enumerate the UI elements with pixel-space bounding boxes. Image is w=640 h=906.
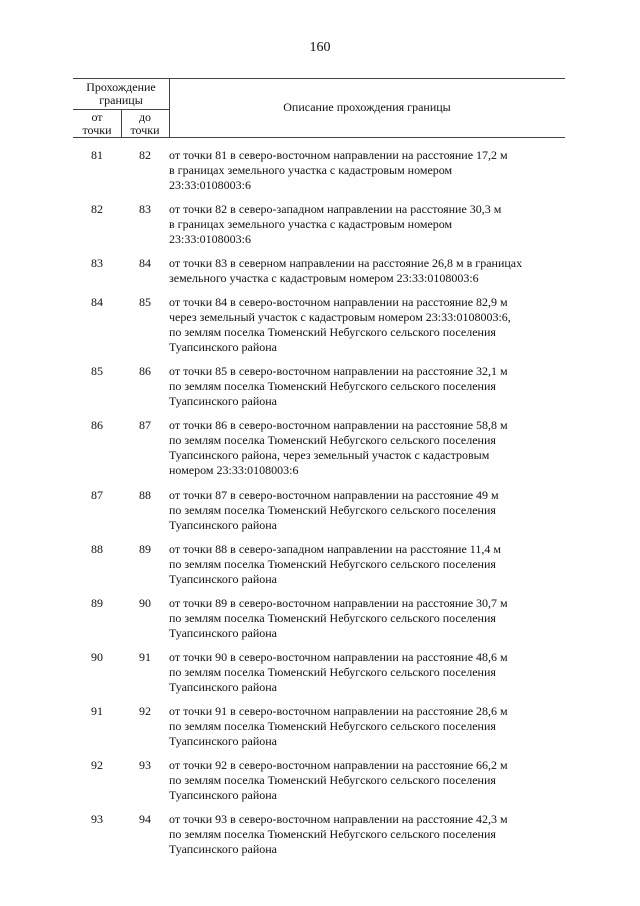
description-cell [169, 148, 569, 193]
from-point-cell: 90 [91, 650, 103, 664]
to-point-cell: 90 [139, 596, 151, 610]
description-line: Туапсинского района [169, 734, 277, 748]
header-from-point [73, 111, 121, 137]
table-row [73, 488, 565, 533]
description-line: по землям поселка Тюменский Небугского сельского поселения [169, 557, 496, 571]
description-cell [169, 596, 569, 641]
description-line: Туапсинского района, через земельный участок с кадастровым [169, 448, 490, 462]
header-passage-line: Прохождение [86, 80, 156, 94]
description-line: по землям поселка Тюменский Небугского сельского поселения [169, 433, 496, 447]
description-line: Туапсинского района [169, 680, 277, 694]
description-line: в границах земельного участка с кадастровым номером [169, 217, 453, 231]
description-line: Туапсинского района [169, 626, 277, 640]
description-line: по землям поселка Тюменский Небугского сельского поселения [169, 827, 496, 841]
description-cell [169, 542, 569, 587]
description-cell [169, 488, 569, 533]
description-line: по землям поселка Тюменский Небугского сельского поселения [169, 379, 496, 393]
description-cell [169, 704, 569, 749]
description-line: от точки 88 в северо-западном направлении на расстояние 11,4 м [169, 542, 501, 556]
description-line: через земельный участок с кадастровым номером 23:33:0108003:6, [169, 310, 511, 324]
description-line: от точки 86 в северо-восточном направлении на расстояние 58,8 м [169, 418, 508, 432]
description-line: от точки 93 в северо-восточном направлении на расстояние 42,3 м [169, 812, 508, 826]
description-line: от точки 92 в северо-восточном направлении на расстояние 66,2 м [169, 758, 508, 772]
description-line: от точки 84 в северо-восточном направлении на расстояние 82,9 м [169, 295, 508, 309]
to-point-cell: 86 [139, 364, 151, 378]
table-row [73, 364, 565, 409]
description-line: Туапсинского района [169, 788, 277, 802]
description-line: по землям поселка Тюменский Небугского сельского поселения [169, 611, 496, 625]
table-row [73, 542, 565, 587]
table-row [73, 295, 565, 355]
description-line: от точки 90 в северо-восточном направлении на расстояние 48,6 м [169, 650, 508, 664]
description-line: от точки 87 в северо-восточном направлении на расстояние 49 м [169, 488, 499, 502]
from-point-cell: 87 [91, 488, 103, 502]
from-point-cell: 92 [91, 758, 103, 772]
table-row [73, 650, 565, 695]
from-point-cell: 81 [91, 148, 103, 162]
table-body [73, 148, 565, 857]
to-point-cell: 92 [139, 704, 151, 718]
to-point-cell: 84 [139, 256, 151, 270]
description-line: Туапсинского района [169, 572, 277, 586]
from-point-cell: 85 [91, 364, 103, 378]
description-line: по землям поселка Тюменский Небугского сельского поселения [169, 503, 496, 517]
description-line: Туапсинского района [169, 842, 277, 856]
from-point-cell: 84 [91, 295, 103, 309]
description-line: от точки 89 в северо-восточном направлении на расстояние 30,7 м [169, 596, 508, 610]
table-row [73, 418, 565, 478]
description-line: в границах земельного участка с кадастровым номером [169, 163, 453, 177]
table-row [73, 758, 565, 803]
description-cell [169, 418, 569, 478]
description-line: 23:33:0108003:6 [169, 178, 252, 192]
header-to-line: до [138, 110, 152, 124]
description-line: Туапсинского района [169, 340, 277, 354]
from-point-cell: 82 [91, 202, 103, 216]
description-line: земельного участка с кадастровым номером 23:33:0108003:6 [169, 271, 479, 285]
to-point-cell: 89 [139, 542, 151, 556]
description-line: от точки 83 в северном направлении на расстояние 26,8 м в границах [169, 256, 523, 270]
to-point-cell: 88 [139, 488, 151, 502]
to-point-cell: 94 [139, 812, 151, 826]
header-passage [73, 81, 169, 107]
table-row [73, 812, 565, 857]
description-cell [169, 650, 569, 695]
from-point-cell: 83 [91, 256, 103, 270]
description-cell [169, 812, 569, 857]
header-passage-line: границы [99, 93, 143, 107]
description-line: от точки 91 в северо-восточном направлении на расстояние 28,6 м [169, 704, 508, 718]
description-line: номером 23:33:0108003:6 [169, 463, 299, 477]
description-line: от точки 82 в северо-западном направлении на расстояние 30,3 м [169, 202, 502, 216]
table-row [73, 704, 565, 749]
from-point-cell: 88 [91, 542, 103, 556]
description-line: по землям поселка Тюменский Небугского сельского поселения [169, 719, 496, 733]
description-line: Туапсинского района [169, 518, 277, 532]
description-line: 23:33:0108003:6 [169, 232, 252, 246]
header-to-point [121, 111, 169, 137]
from-point-cell: 93 [91, 812, 103, 826]
to-point-cell: 85 [139, 295, 151, 309]
description-line: по землям поселка Тюменский Небугского сельского поселения [169, 773, 496, 787]
description-cell [169, 295, 569, 355]
from-point-cell: 91 [91, 704, 103, 718]
header-divider [73, 109, 169, 110]
header-to-line: точки [130, 123, 160, 137]
description-line: Туапсинского района [169, 394, 277, 408]
description-cell [169, 202, 569, 247]
to-point-cell: 83 [139, 202, 151, 216]
table-row [73, 256, 565, 286]
to-point-cell: 87 [139, 418, 151, 432]
to-point-cell: 91 [139, 650, 151, 664]
description-line: по землям поселка Тюменский Небугского сельского поселения [169, 665, 496, 679]
description-cell [169, 256, 569, 286]
table-header [73, 78, 565, 138]
table-row [73, 202, 565, 247]
description-line: от точки 81 в северо-восточном направлении на расстояние 17,2 м [169, 148, 508, 162]
header-from-line: точки [82, 123, 112, 137]
description-line: по землям поселка Тюменский Небугского сельского поселения [169, 325, 496, 339]
page-number: 160 [309, 40, 331, 55]
table-row [73, 596, 565, 641]
from-point-cell: 86 [91, 418, 103, 432]
to-point-cell: 82 [139, 148, 151, 162]
from-point-cell: 89 [91, 596, 103, 610]
description-cell [169, 758, 569, 803]
description-cell [169, 364, 569, 409]
header-from-line: от [91, 110, 103, 124]
table-row [73, 148, 565, 193]
header-description: Описание прохождения границы [283, 100, 451, 114]
to-point-cell: 93 [139, 758, 151, 772]
description-line: от точки 85 в северо-восточном направлении на расстояние 32,1 м [169, 364, 508, 378]
